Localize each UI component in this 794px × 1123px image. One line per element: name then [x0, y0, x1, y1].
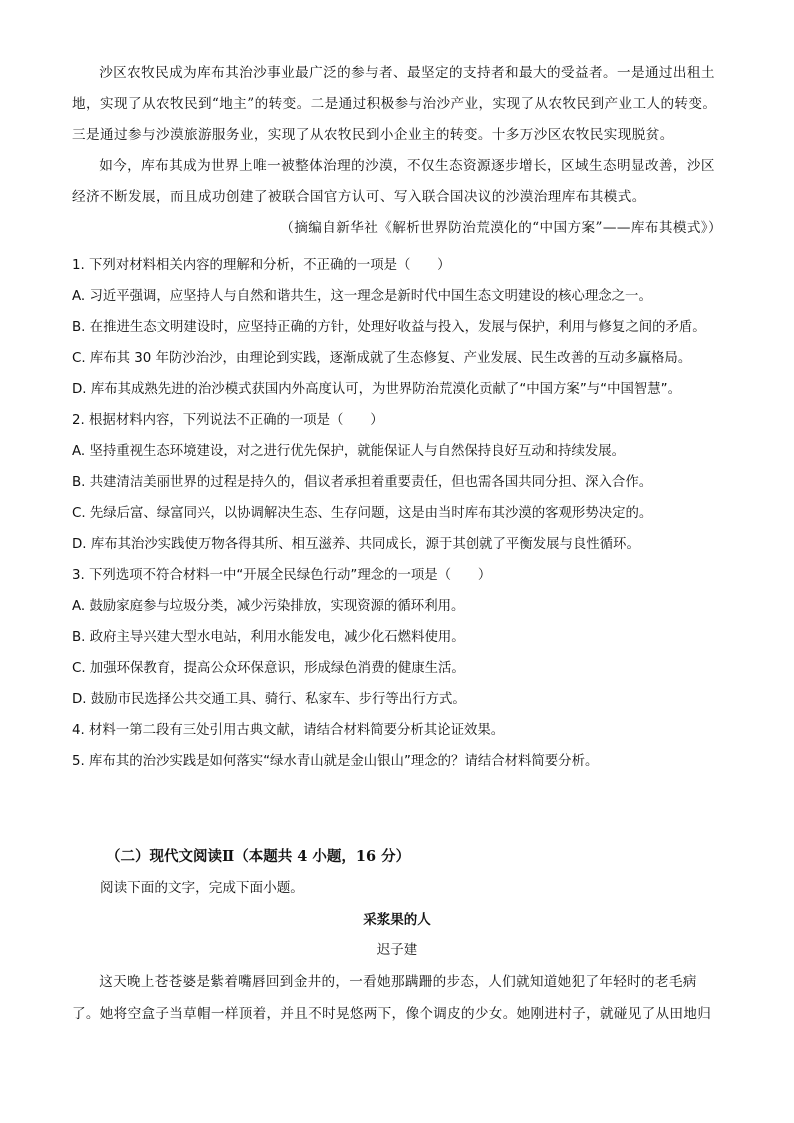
question-5: 5. 库布其的治沙实践是如何落实“绿水青山就是金山银山”理念的？请结合材料简要分析。	[72, 754, 599, 769]
question-2-option-d: D. 库布其治沙实践使万物各得其所、相互滋养、共同成长，源于其创就了平衡发展与良性循环。	[72, 537, 640, 552]
story-title: 采浆果的人	[363, 912, 431, 928]
story-paragraph: 这天晚上苍苍婆是紫着嘴唇回到金井的，一看她那蹒跚的步态，人们就知道她犯了年轻时的老毛病了。她将空盒子当草帽一样顶着，并且不时晃悠两下，像个调皮的少女。她刚进村子，就碰见了从田地归	[72, 974, 712, 1022]
question-3-option-b: B. 政府主导兴建大型水电站，利用水能发电，减少化石燃料使用。	[72, 630, 465, 645]
question-1-option-b: B. 在推进生态文明建设时，应坚持正确的方针，处理好收益与投入，发展与保护，利用与修复之间的矛盾。	[72, 320, 706, 335]
section-heading: （二）现代文阅读Ⅱ（本题共 4 小题，16 分）	[106, 848, 411, 865]
material-source: （摘编自新华社《解析世界防治荒漠化的“中国方案”——库布其模式》）	[280, 220, 722, 236]
question-1-stem: 1. 下列对材料相关内容的理解和分析，不正确的一项是（ ）	[72, 258, 451, 273]
question-3-option-c: C. 加强环保教育，提高公众环保意识，形成绿色消费的健康生活。	[72, 661, 465, 676]
story-text	[72, 966, 722, 1030]
question-2-option-c: C. 先绿后富、绿富同兴，以协调解决生态、生存问题，这是由当时库布其沙漠的客观形势决定的。	[72, 506, 653, 521]
question-1-option-d: D. 库布其成熟先进的治沙模式获国内外高度认可，为世界防治荒漠化贡献了“中国方案”与“中国智慧”。	[72, 382, 681, 397]
question-1-option-a: A. 习近平强调，应坚持人与自然和谐共生，这一理念是新时代中国生态文明建设的核心理念之一。	[72, 289, 652, 304]
question-2-stem: 2. 根据材料内容，下列说法不正确的一项是（ ）	[72, 413, 384, 428]
story-author: 迟子建	[376, 942, 418, 958]
question-2-option-b: B. 共建清洁美丽世界的过程是持久的，倡议者承担着重要责任，但也需各国共同分担、深入合作。	[72, 475, 653, 490]
question-4: 4. 材料一第二段有三处引用古典文献，请结合材料简要分析其论证效果。	[72, 723, 505, 738]
question-3-stem: 3. 下列选项不符合材料一中“开展全民绿色行动”理念的一项是（ ）	[72, 568, 492, 583]
question-3-option-d: D. 鼓励市民选择公共交通工具、骑行、私家车、步行等出行方式。	[72, 692, 466, 707]
material-paragraph-2: 如今，库布其成为世界上唯一被整体治理的沙漠，不仅生态资源逐步增长，区域生态明显改善，沙区经济不断发展，而且成功创建了被联合国官方认可、写入联合国决议的沙漠治理库布其模式。	[72, 158, 715, 205]
question-1-option-c: C. 库布其 30 年防沙治沙，由理论到实践，逐渐成就了生态修复、产业发展、民生改善的互动多赢格局。	[72, 351, 692, 366]
material-paragraph-1: 沙区农牧民成为库布其治沙事业最广泛的参与者、最坚定的支持者和最大的受益者。一是通过出租土地，实现了从农牧民到“地主”的转变。二是通过积极参与治沙产业，实现了从农牧民到产业工人的转变。三是通过参与沙漠旅游服务业，实现了从农牧民到小企业主的转变。十多万沙区农牧民实现脱贫。	[72, 65, 717, 143]
question-2-option-a: A. 坚持重视生态环境建设，对之进行优先保护，就能保证人与自然保持良好互动和持续发展。	[72, 444, 626, 459]
question-list	[72, 250, 722, 777]
question-3-option-a: A. 鼓励家庭参与垃圾分类，减少污染排放，实现资源的循环利用。	[72, 599, 465, 614]
section-instruction: 阅读下面的文字，完成下面小题。	[100, 880, 304, 896]
material-excerpt	[72, 58, 722, 244]
